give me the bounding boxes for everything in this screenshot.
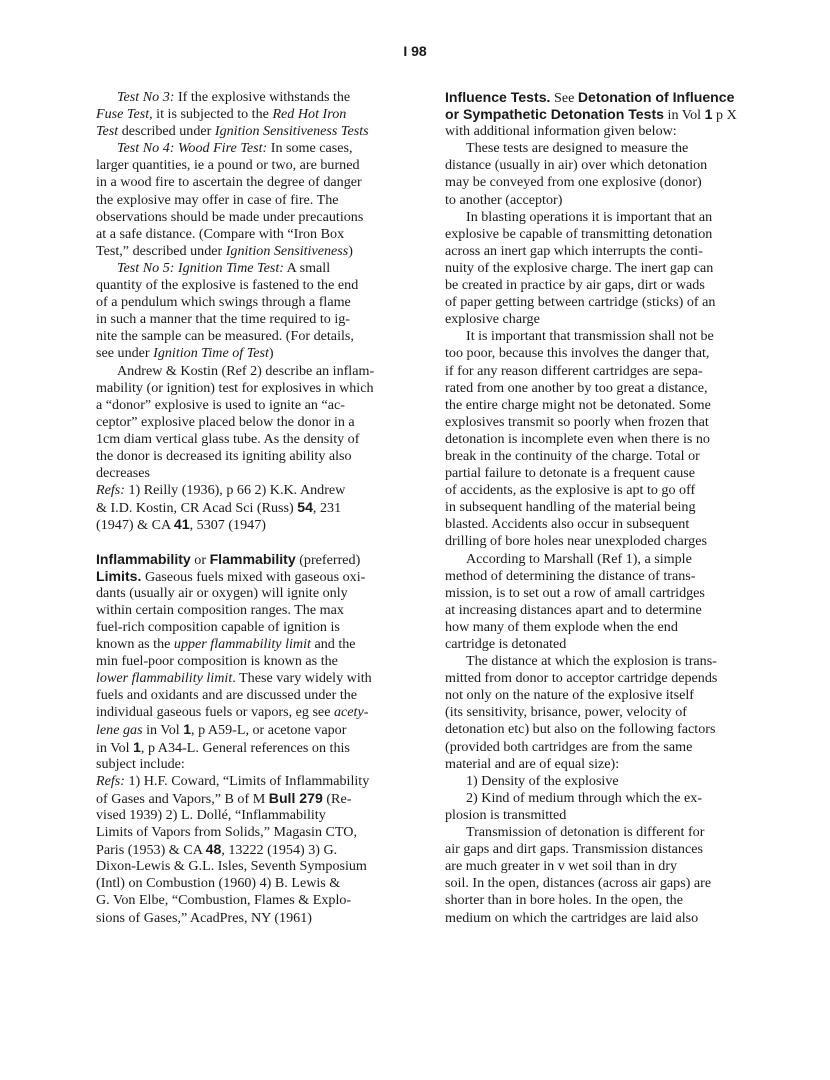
refs2-line-4: Limits of Vapors from Solids,” Magasin CTO, <box>96 824 357 841</box>
refs1-line-2: & I.D. Kostin, CR Acad Sci (Russ) 54, 231 <box>96 499 342 517</box>
test3-label: Test No 3: <box>117 89 175 105</box>
flammability-line-13: subject include: <box>96 755 185 772</box>
p5-list-item-1: 1) Density of the explosive <box>466 772 619 789</box>
andrew-line-1: Andrew & Kostin (Ref 2) describe an inflam- <box>117 362 375 379</box>
p5-line-7: material and are of equal size): <box>445 755 620 772</box>
flammability-line-4: within certain composition ranges. The max <box>96 601 344 618</box>
test3-line-1: Test No 3: If the explosive withstands the <box>117 89 351 105</box>
p2-line-6: of paper getting between cartridge (sticks) of an <box>445 294 716 311</box>
p5-line-10: plosion is transmitted <box>445 806 567 823</box>
refs-label: Refs: <box>96 772 125 789</box>
refs-label: Refs: <box>96 482 125 499</box>
p1-line-2: distance (usually in air) over which detonation <box>445 157 708 174</box>
p3-line-10: of accidents, as the explosive is apt to go off <box>445 482 696 499</box>
flammability-line-8: lower flammability limit. These vary widely with <box>96 670 372 687</box>
refs2-line-8: G. Von Elbe, “Combustion, Flames & Explo- <box>96 892 352 909</box>
flammability-line-11: lene gas in Vol 1, p A59-L, or acetone vapor <box>96 721 347 739</box>
refs1-line-1: Refs: 1) Reilly (1936), p 66 2) K.K. Andrew <box>96 482 346 499</box>
page-number: I 98 <box>403 43 427 59</box>
p3-line-8: break in the continuity of the charge. Total or <box>445 447 700 464</box>
p3-line-9: partial failure to detonate is a frequent cause <box>445 465 696 482</box>
refs2-line-5: Paris (1953) & CA 48, 13222 (1954) 3) G. <box>96 841 338 859</box>
test5-line-5: nite the sample can be measured. (For details, <box>96 328 354 345</box>
flammability-heading: Inflammability or Flammability (preferred) <box>96 550 361 568</box>
p3-line-13: drilling of bore holes near unexploded charges <box>445 533 707 550</box>
p6-line-3: are much greater in v wet soil than in dry <box>445 858 678 875</box>
andrew-line-4: ceptor” explosive placed below the donor in a <box>96 413 355 430</box>
influence-line-2: or Sympathetic Detonation Tests in Vol 1 p X <box>445 106 737 124</box>
test4-line-1: Test No 4: Wood Fire Test: In some cases, <box>117 140 353 157</box>
flammability-line-10: individual gaseous fuels or vapors, eg see acety- <box>96 704 369 721</box>
flammability-line-12: in Vol 1, p A34-L. General references on this <box>96 738 350 756</box>
refs2-line-3: vised 1939) 2) L. Dollé, “Inflammability <box>96 806 326 823</box>
p1-line-1: These tests are designed to measure the <box>466 140 689 157</box>
p2-line-3: across an inert gap which interrupts the conti- <box>445 242 703 259</box>
test4-line-4: the explosive may offer in case of fire. The <box>96 191 339 208</box>
p2-line-1: In blasting operations it is important that an <box>466 208 713 225</box>
p3-line-5: the entire charge might not be detonated. Some <box>445 396 711 413</box>
p6-line-2: air gaps and dirt gaps. Transmission distances <box>445 841 703 858</box>
p6-line-4: soil. In the open, distances (across air gaps) are <box>445 875 712 892</box>
p5-line-1: The distance at which the explosion is trans- <box>466 653 717 670</box>
left-column <box>96 89 386 927</box>
p1-line-4: to another (acceptor) <box>445 191 563 208</box>
p4-line-6: cartridge is detonated <box>445 636 567 652</box>
test4-line-7: Test,” described under Ignition Sensitiveness) <box>96 242 353 259</box>
p2-line-2: explosive be capable of transmitting detonation <box>445 225 713 242</box>
spacer <box>96 533 386 550</box>
p5-list-item-2: 2) Kind of medium through which the ex- <box>466 789 703 806</box>
test5-line-4: in such a manner that the time required to ig- <box>96 311 350 328</box>
p4-line-4: at increasing distances apart and to determine <box>445 601 702 618</box>
p3-line-2: too poor, because this involves the danger that, <box>445 345 710 362</box>
p5-line-2: mitted from donor to acceptor cartridge depends <box>445 670 718 687</box>
test3-line-3: Test described under Ignition Sensitiveness Tests <box>96 123 369 140</box>
p3-line-4: rated from one another by too great a distance, <box>445 379 708 396</box>
andrew-line-5: 1cm diam vertical glass tube. As the density of <box>96 430 360 447</box>
flammability-line-6: known as the upper flammability limit and the <box>96 636 356 652</box>
p5-line-4: (its sensitivity, brisance, power, velocity of <box>445 704 687 721</box>
p6-line-6: medium on which the cartridges are laid also <box>445 909 699 926</box>
p4-line-3: mission, is to set out a row of amall cartridges <box>445 584 705 601</box>
flammability-line-7: min fuel-poor composition is known as the <box>96 653 338 670</box>
refs2-line-2: of Gases and Vapors,” B of M Bull 279 (Re- <box>96 789 352 807</box>
p3-line-6: explosives transmit so poorly when frozen that <box>445 413 709 430</box>
test4-line-3: in a wood fire to ascertain the degree of danger <box>96 174 362 191</box>
p4-line-2: method of determining the distance of trans- <box>445 567 696 584</box>
refs2-line-9: sions of Gases,” AcadPres, NY (1961) <box>96 909 312 926</box>
p6-line-5: shorter than in bore holes. In the open, the <box>445 892 683 909</box>
flammability-line-2: Limits. Gaseous fuels mixed with gaseous oxi- <box>96 567 366 585</box>
p2-line-4: nuity of the explosive charge. The inert gap can <box>445 259 714 276</box>
p3-line-11: in subsequent handling of the material being <box>445 499 696 516</box>
refs2-line-1: Refs: 1) H.F. Coward, “Limits of Inflammability <box>96 772 370 789</box>
test5-line-3: of a pendulum which swings through a flame <box>96 294 351 311</box>
p3-line-7: detonation is incomplete even when there is no <box>445 430 710 447</box>
test5-line-2: quantity of the explosive is fastened to the end <box>96 277 359 294</box>
andrew-line-7: decreases <box>96 465 150 482</box>
test4-line-5: observations should be made under precautions <box>96 208 364 225</box>
flammability-line-9: fuels and oxidants and are discussed under the <box>96 687 358 704</box>
p2-line-7: explosive charge <box>445 311 540 328</box>
refs2-line-6: Dixon-Lewis & G.L. Isles, Seventh Symposium <box>96 858 367 875</box>
influence-heading: Influence Tests. See Detonation of Influence <box>445 89 735 106</box>
flammability-line-3: dants (usually air or oxygen) will ignite only <box>96 584 348 601</box>
p3-line-12: blasted. Accidents also occur in subsequent <box>445 516 690 533</box>
flammability-line-5: fuel-rich composition capable of ignition is <box>96 618 340 635</box>
test3-line-2: Fuse Test, it is subjected to the Red Hot Iron <box>96 106 347 123</box>
right-column <box>445 89 735 927</box>
p3-line-3: if for any reason different cartridges are sepa- <box>445 362 703 379</box>
refs2-line-7: (Intl) on Combustion (1960) 4) B. Lewis & <box>96 875 341 892</box>
p6-line-1: Transmission of detonation is different for <box>466 824 705 841</box>
andrew-line-2: mability (or ignition) test for explosives in which <box>96 379 374 396</box>
refs1-line-3: (1947) & CA 41, 5307 (1947) <box>96 516 266 534</box>
p4-line-5: how many of them explode when the end <box>445 618 678 635</box>
influence-line-3: with additional information given below: <box>445 123 677 140</box>
andrew-line-3: a “donor” explosive is used to ignite an “ac- <box>96 396 345 413</box>
p5-line-5: detonation etc) but also on the following factors <box>445 721 716 738</box>
test4-line-2: larger quantities, ie a pound or two, are burned <box>96 157 360 174</box>
test5-line-1: Test No 5: Ignition Time Test: A small <box>117 259 331 276</box>
p2-line-5: be created in practice by air gaps, dirt or wads <box>445 277 705 294</box>
test4-line-6: at a safe distance. (Compare with “Iron Box <box>96 225 345 242</box>
test5-label: Test No 5: Ignition Time Test: <box>117 259 284 276</box>
andrew-line-6: the donor is decreased its igniting ability also <box>96 447 352 464</box>
test4-label: Test No 4: Wood Fire Test: <box>117 140 268 157</box>
p4-line-1: According to Marshall (Ref 1), a simple <box>466 550 692 567</box>
test5-line-6: see under Ignition Time of Test) <box>96 345 274 362</box>
p3-line-1: It is important that transmission shall not be <box>466 328 714 345</box>
p1-line-3: may be conveyed from one explosive (donor) <box>445 174 702 191</box>
p5-line-3: not only on the nature of the explosive itself <box>445 687 694 704</box>
p5-line-6: (provided both cartridges are from the same <box>445 738 693 755</box>
